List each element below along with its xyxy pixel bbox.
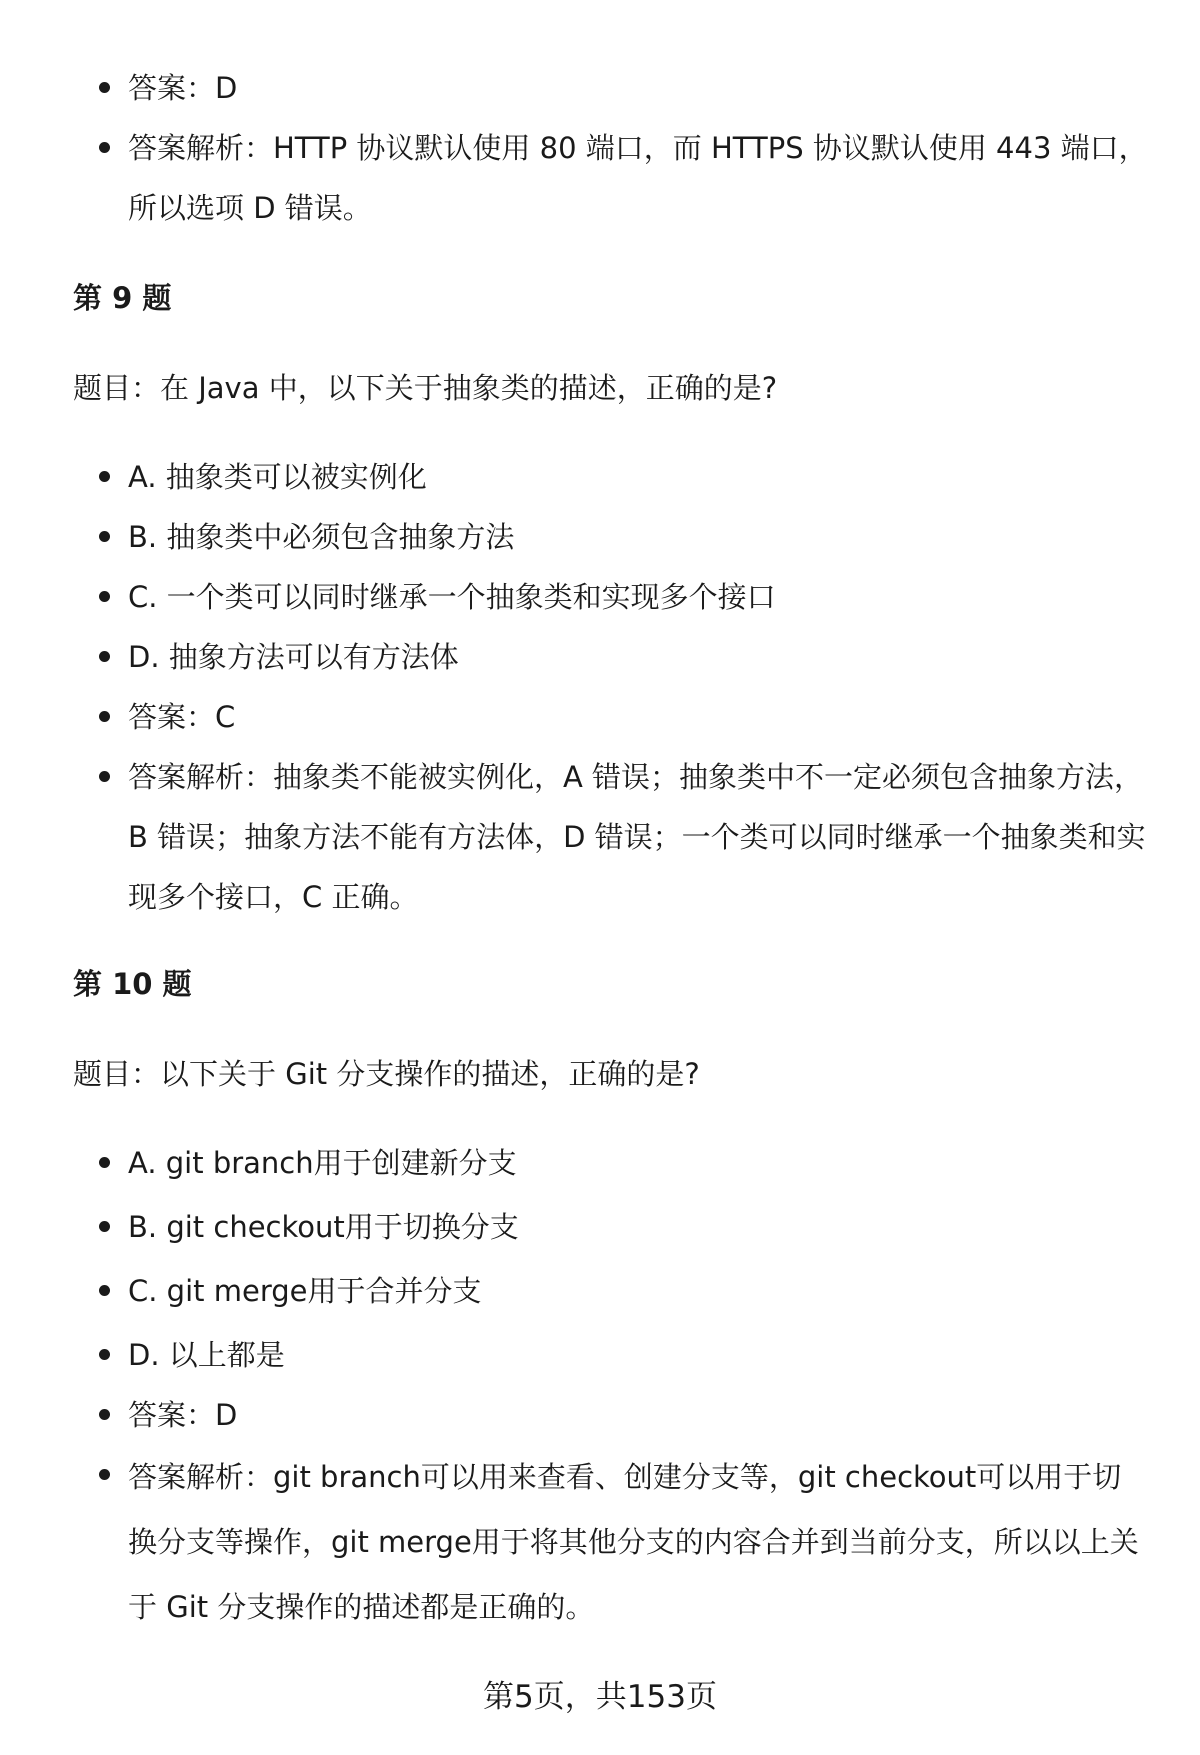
q9-question: 题目：在 Java 中，以下关于抽象类的描述，正确的是? [73,371,778,405]
prev-answer: 答案：D [128,58,1148,118]
q9-option-b: B. 抽象类中必须包含抽象方法 [128,507,1148,567]
prev-explanation: 答案解析：HTTP 协议默认使用 80 端口，而 HTTPS 协议默认使用 443 端口，所以选项 D 错误。 [128,118,1148,238]
q10-heading: 第 10 题 [73,967,192,1001]
q9-option-c: C. 一个类可以同时继承一个抽象类和实现多个接口 [128,567,1148,627]
q10-question: 题目：以下关于 Git 分支操作的描述，正确的是? [73,1057,700,1091]
q10-explanation: 答案解析：git branch可以用来查看、创建分支等，git checkout可以用于切换分支等操作，git merge用于将其他分支的内容合并到当前分支，所以以上关于 Git 分支操作的描述都是正确的。 [128,1445,1148,1640]
q9-answer: 答案：C [128,687,1148,747]
q10-option-a: A. git branch用于创建新分支 [128,1133,1148,1193]
q10-answer: 答案：D [128,1385,1148,1445]
q9-heading: 第 9 题 [73,281,172,315]
page-indicator: 第5页，共153页 [483,1679,717,1715]
q10-option-c: C. git merge用于合并分支 [128,1261,1148,1321]
q10-option-b: B. git checkout用于切换分支 [128,1197,1148,1257]
q9-explanation: 答案解析：抽象类不能被实例化，A 错误；抽象类中不一定必须包含抽象方法，B 错误；抽象方法不能有方法体，D 错误；一个类可以同时继承一个抽象类和实现多个接口，C 正确。 [128,747,1148,927]
q9-option-a: A. 抽象类可以被实例化 [128,447,1148,507]
q10-option-d: D. 以上都是 [128,1325,1148,1385]
q9-option-d: D. 抽象方法可以有方法体 [128,627,1148,687]
